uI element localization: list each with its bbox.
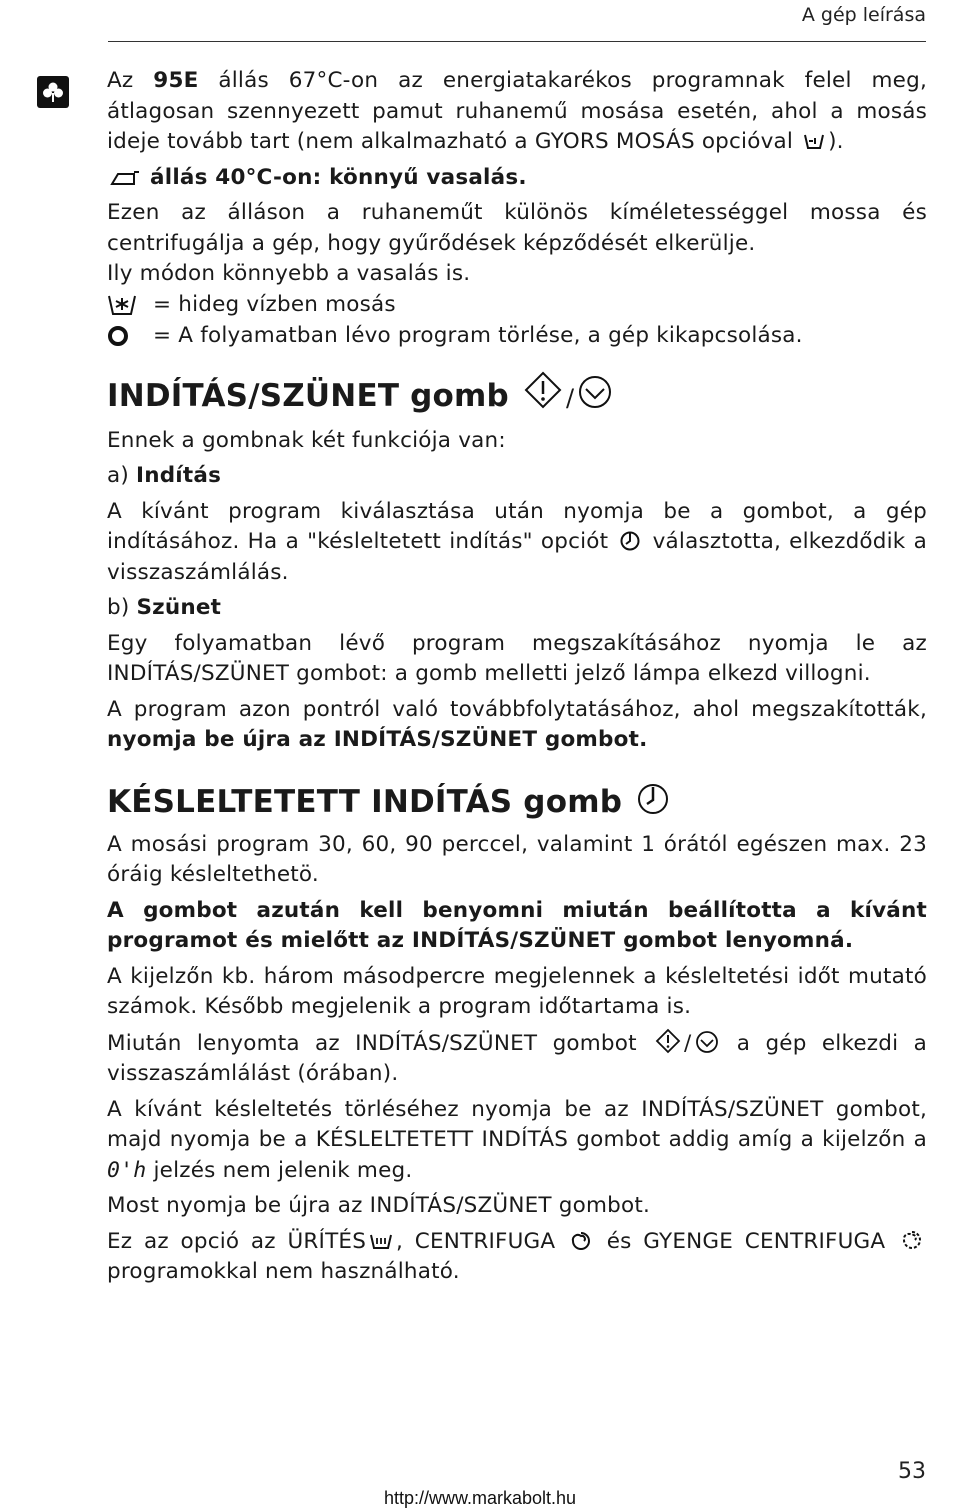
- easy-iron-description: Ezen az álláson a ruhaneműt különös kíméletességgel mossa és centrifugálja a gép, hogy gyűrődések képződését elkerülje.: [107, 200, 927, 256]
- start-pause-heading: [107, 370, 927, 418]
- off-icon: [107, 324, 153, 348]
- start-icon: [523, 370, 563, 410]
- drain-icon: [369, 1232, 393, 1252]
- delay-cancel-paragraph: [107, 1095, 927, 1187]
- start-title: Indítás: [136, 463, 222, 488]
- delay-countdown-end: a gép elkezdi a visszaszámlálást (órában).: [107, 1030, 927, 1086]
- page-content: [107, 66, 927, 1293]
- display-zero-hours: 0'h: [107, 1157, 147, 1183]
- delay-incompatible-paragraph: [107, 1227, 927, 1288]
- intro-text-end: ).: [828, 129, 844, 154]
- start-pause-intro: Ennek a gombnak két funkciója van:: [107, 427, 506, 453]
- delay-instruction-bold: A gombot azután kell benyomni miután beállította a kívánt programot és mielőtt az INDÍTÁS/SZÜNET gombot lenyomná.: [107, 897, 927, 953]
- pause-subheading: [107, 593, 927, 624]
- delay-start-heading-icon: [636, 782, 670, 816]
- start-subheading: [107, 461, 927, 492]
- program-95e: 95E: [153, 68, 199, 93]
- legend-cold-wash: [107, 290, 927, 321]
- legend-off-text: = A folyamatban lévo program törlése, a gép kikapcsolása.: [153, 322, 803, 348]
- energy-saving-leaf-icon: [37, 76, 69, 108]
- easy-iron-paragraph: [107, 163, 927, 194]
- gentle-spin-icon: [900, 1228, 924, 1252]
- intro-text-start: Az: [107, 68, 154, 93]
- legend-cold-text: = hideg vízben mosás: [153, 291, 396, 317]
- easy-iron-title: állás 40°C-on: könnyű vasalás.: [150, 164, 527, 190]
- delay-countdown-text: Miután lenyomta az INDÍTÁS/SZÜNET gombot: [107, 1030, 637, 1056]
- intro-paragraph: [107, 66, 927, 158]
- incompatible-text-gentle: és GYENGE CENTRIFUGA: [606, 1228, 886, 1254]
- resume-bold: nyomja be újra az INDÍTÁS/SZÜNET gombot.: [107, 727, 648, 752]
- start-pause-heading-text: INDÍTÁS/SZÜNET gomb: [107, 377, 509, 414]
- delay-display-paragraph: A kijelzőn kb. három másodpercre megjelennek a késleltetési időt mutató számok. Később megjelenik a program időtartama is.: [107, 963, 927, 1019]
- resume-paragraph: [107, 695, 927, 756]
- header-rule: [108, 41, 926, 42]
- delay-range-paragraph: A mosási program 30, 60, 90 perccel, valamint 1 órától egészen max. 23 óráig késleltethetö.: [107, 831, 927, 887]
- pause-label: b): [107, 595, 130, 620]
- delay-cancel-text: A kívánt késleltetés törléséhez nyomja be az INDÍTÁS/SZÜNET gombot, majd nyomja be a KÉSLELTETETT INDÍTÁS gombot addig amíg a kijelzőn a: [107, 1096, 927, 1152]
- easy-iron-icon: [110, 168, 140, 188]
- start-label: a): [107, 463, 129, 488]
- page-number: 53: [898, 1459, 926, 1484]
- delay-start-heading-text: KÉSLELTETETT INDÍTÁS gomb: [107, 783, 623, 820]
- delay-cancel-end: jelzés nem jelenik meg.: [153, 1157, 413, 1183]
- incompatible-text-end: programokkal nem használható.: [107, 1259, 460, 1284]
- cold-wash-icon: [107, 292, 153, 318]
- resume-text: A program azon pontról való továbbfolytatásához, ahol megszakították,: [107, 696, 927, 722]
- delay-countdown-paragraph: [107, 1028, 927, 1090]
- pause-title: Szünet: [136, 595, 222, 620]
- quick-wash-icon: [803, 132, 825, 152]
- legend-off: [107, 321, 927, 352]
- easy-iron-note: Ily módon könnyebb a vasalás is.: [107, 261, 471, 286]
- delay-start-icon: [619, 530, 641, 552]
- pause-description: Egy folyamatban lévő program megszakításához nyomja le az INDÍTÁS/SZÜNET gombot: a gomb melletti jelző lámpa elkezd villogni.: [107, 630, 927, 686]
- pause-icon-inline: [695, 1030, 719, 1054]
- pause-icon: [577, 374, 613, 410]
- delay-countdown-separator: /: [684, 1030, 692, 1056]
- header-title: A gép leírása: [801, 4, 926, 26]
- start-description-text: A kívánt program kiválasztása után nyomja be a gombot, a gép indításához. Ha a "késleltetett indítás" opciót: [107, 498, 927, 554]
- footer-url[interactable]: http://www.markabolt.hu: [383, 1488, 577, 1508]
- start-description-end: választotta, elkezdődik a visszaszámlálás.: [107, 529, 927, 585]
- start-pause-separator: /: [565, 383, 575, 412]
- delay-instruction-paragraph: [107, 896, 927, 957]
- intro-text-middle: állás 67°C-on az energiatakarékos programnak felel meg, átlagosan szennyezett pamut ruhanemű mosása esetén, ahol a mosás ideje tovább tart (nem alkalmazható a GYORS MOSÁS opcióval: [107, 68, 927, 154]
- incompatible-text-spin: , CENTRIFUGA: [396, 1228, 556, 1254]
- delay-start-heading: [107, 782, 927, 822]
- start-description: [107, 497, 927, 589]
- start-icon-inline: [655, 1028, 681, 1054]
- incompatible-text-start: Ez az opció az ÜRÍTÉS: [107, 1228, 367, 1254]
- spin-icon: [570, 1230, 592, 1252]
- delay-restart-paragraph: Most nyomja be újra az INDÍTÁS/SZÜNET gombot.: [107, 1193, 650, 1218]
